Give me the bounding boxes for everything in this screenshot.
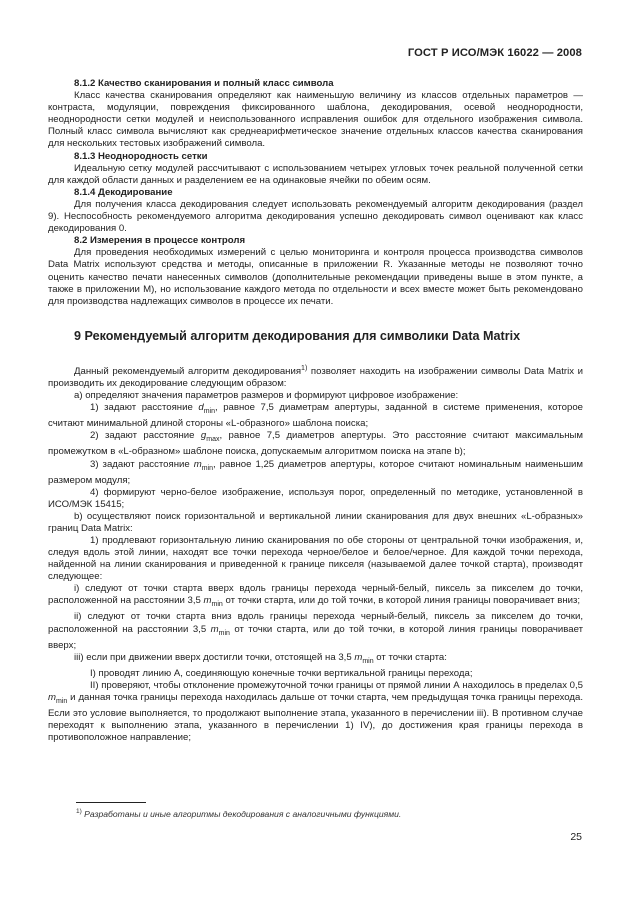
heading-8-1-3: 8.1.3 Неоднородность сетки [74, 150, 208, 162]
footnote-marker: 1) [301, 364, 308, 372]
paragraph-8-1-3: Идеальную сетку модулей рассчитывают с использованием четырех угловых точек реальной полученной сетки для каждой области данных и разделением ее на одинаковые ячейки по обеим осям. [48, 162, 583, 186]
footnote-separator [76, 802, 146, 803]
item-b-1-i: i) следуют от точки старта вверх вдоль границы перехода черный-белый, пиксель за пикселем до точки, расположенной на расстоянии 3,5 $m_{min}$ от точки старта, или до той точки, в которой линия границы поворачивает вниз; [48, 583, 583, 609]
item-b-1-iii: iii) если при движении вверх достигли точки, отстоящей на 3,5 $m_{min}$ от точки старта: [74, 651, 447, 665]
paragraph-8-1-2: Класс качества сканирования определяют как наименьшую величину из классов отдельных параметров — контраста, модуляции, повреждения фиксированного шаблона, декодирования, осевой неоднородности, неоднородности сетки модулей и неиспользованного исправления ошибок для отдельного изображения символа. Полный класс символа вычисляют как среднеарифметическое значение отдельных классов качества сканирования для нескольких тестовых изображений символа. [48, 90, 583, 150]
item-a-2: 2) задают расстояние $g_{max}$, равное 7,5 диаметров апертуры. Это расстояние считают максимальным промежутком в «L-образном» шаблоне поиска, допускаемым алгоритмом поиска на этапе b); [48, 430, 583, 458]
item-b: b) осуществляют поиск горизонтальной и вертикальной линии сканирования для двух внешних «L-образных» границ Data Matrix: [48, 510, 583, 534]
item-a: a) определяют значения параметров размеров и формируют цифровое изображение: [74, 390, 459, 402]
heading-8-1-4: 8.1.4 Декодирование [74, 186, 173, 198]
item-a-4: 4) формируют черно-белое изображение, используя порог, определенный по методике, установленной в ИСО/МЭК 15415; [48, 486, 583, 510]
paragraph-8-2: Для проведения необходимых измерений с целью мониторинга и контроля процесса производства символов Data Matrix используют средства и методы, описанные в приложении R. Указанные методы не позволяют точно оценить качество печати нанесенных символов (дополнительные рекомендации приведены выше в этом пункте, а также в приложении M), но использование каждого метода по отдельности и всех вместе может быть рекомендовано для производства надлежащих символов в процессе их печати. [48, 247, 583, 307]
paragraph-8-1-4: Для получения класса декодирования следует использовать рекомендуемый алгоритм декодирования (раздел 9). Неспособность рекомендуемого алгоритма декодирования успешно декодировать символ оценивают как класс декодирования 0. [48, 198, 583, 235]
document-header: ГОСТ Р ИСО/МЭК 16022 — 2008 [407, 47, 582, 59]
item-b-1-ii: ii) следуют от точки старта вниз вдоль границы перехода черный-белый, пиксель за пикселем до точки, расположенной на расстоянии 3,5 $m_{min}$ от точки старта, или до той точки, в которой линия границы поворачивает вверх; [48, 611, 583, 651]
paragraph-9-intro: Данный рекомендуемый алгоритм декодирования$^{1)}$ позволяет находить на изображении символы Data Matrix и производить их декодирование следующим образом: [48, 364, 584, 390]
heading-8-2: 8.2 Измерения в процессе контроля [74, 235, 246, 247]
item-a-3: 3) задают расстояние $m_{min}$, равное 1,25 диаметров апертуры, которое считают номинальным наименьшим размером модуля; [48, 458, 583, 486]
heading-8-1-2: 8.1.2 Качество сканирования и полный класс символа [74, 78, 334, 89]
item-b-1-iii-I: I) проводят линию А, соединяющую конечные точки вертикальной границы перехода; [90, 667, 473, 679]
page-number: 25 [570, 831, 582, 843]
item-b-1: 1) продлевают горизонтальную линию сканирования по обе стороны от центральной точки изображения, и, следуя вдоль этой линии, находят все точки перехода черное/белое и белое/черное. Для каждой точки перехода, найденной на линии сканирования и приведенной к границе пикселя (называемой далее точкой старта), производят следующее: [48, 535, 583, 583]
item-b-1-iii-II: II) проверяют, чтобы отклонение промежуточной точки границы от прямой линии А находилось в пределах 0,5 $m_{min}$ и данная точка границы перехода находилась дальше от точки старта, чем предыдущая точка границы перехода. Если это условие выполняется, то продолжают выполнение этапа, указанного в перечислении iii). В противном случае переходят к выполнению этапа, указанного в перечислении 1) IV), до достижения края границы перехода в противоположное направление; [48, 679, 584, 744]
section-9-title: 9 Рекомендуемый алгоритм декодирования для символики Data Matrix [74, 328, 521, 343]
footnote: $^{1)}$ Разработаны и иные алгоритмы декодирования с аналогичными функциями. [76, 808, 402, 819]
item-a-1: 1) задают расстояние $d_{min}$, равное 7,5 диаметрам апертуры, заданной в системе применения, которое считают минимальной длиной стороны «L-образного» шаблона поиска; [48, 402, 583, 430]
page-body [48, 78, 583, 744]
